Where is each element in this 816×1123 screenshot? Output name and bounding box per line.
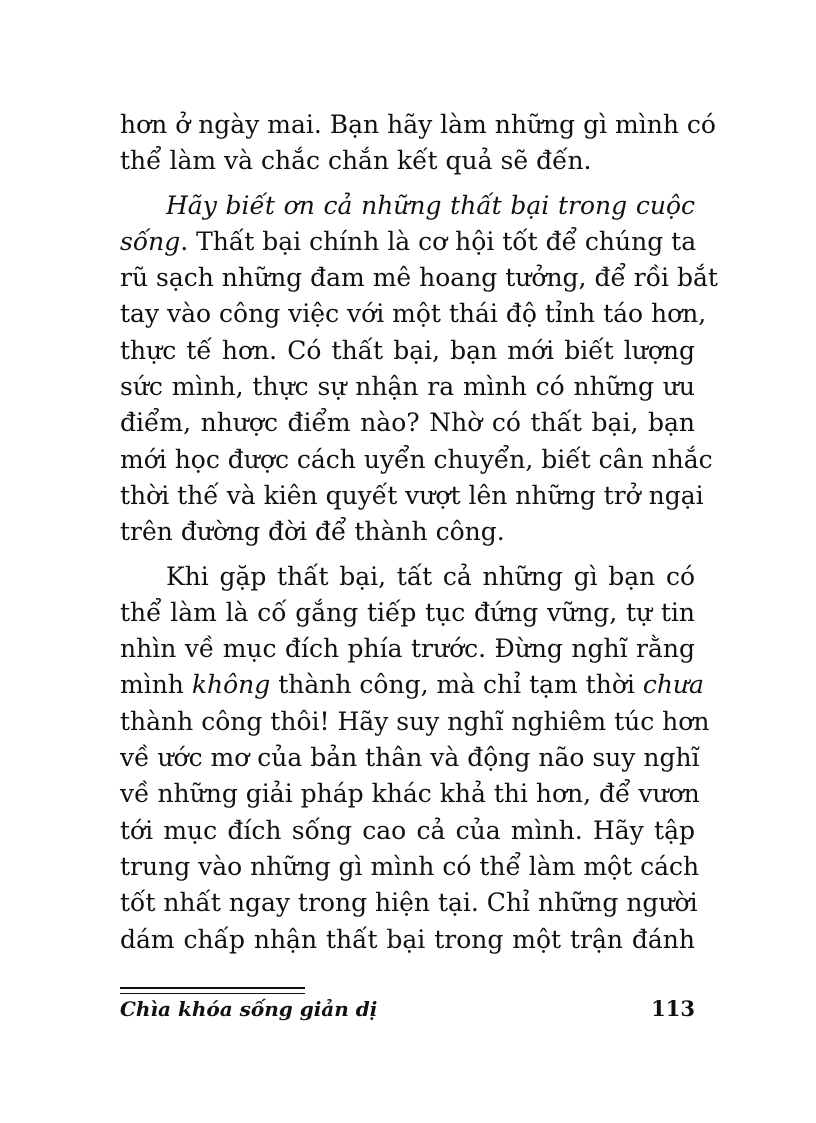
footer-rule-top — [120, 987, 305, 989]
text-run: sức mình, thực sự nhận ra mình có những ưu — [120, 372, 695, 402]
text-run: Khi gặp thất bại, tất cả những gì bạn có — [166, 561, 695, 591]
text-run: trên đường đời để thành công. — [120, 517, 505, 547]
text-run: mới học được cách uyển chuyển, biết cân nhắc — [120, 444, 713, 474]
text-line — [120, 405, 695, 441]
text-line — [120, 631, 695, 667]
text-run: thể làm là cố gắng tiếp tục đứng vững, tự tin — [120, 597, 695, 627]
text-run: mình — [120, 670, 192, 700]
paragraph-1 — [120, 107, 716, 180]
text-run: nhìn về mục đích phía trước. Đừng nghĩ rằng — [120, 634, 695, 664]
text-line — [120, 107, 716, 143]
text-run: . Thất bại chính là cơ hội tốt để chúng ta — [180, 226, 697, 256]
text-run: tốt nhất ngay trong hiện tại. Chỉ những người — [120, 888, 698, 918]
text-line — [120, 813, 695, 849]
text-line — [120, 776, 700, 812]
text-line — [120, 559, 695, 595]
text-line — [120, 514, 695, 550]
text-line — [120, 885, 698, 921]
text-line — [120, 260, 718, 296]
text-run: trung vào những gì mình có thể làm một cách — [120, 851, 700, 881]
text-run-italic: không — [191, 670, 271, 700]
text-run: thể làm và chắc chắn kết quả sẽ đến. — [120, 146, 592, 176]
text-line — [120, 704, 710, 740]
text-line — [120, 188, 695, 224]
text-line — [120, 143, 695, 179]
text-run: về ước mơ của bản thân và động não suy nghĩ — [120, 743, 700, 773]
text-line — [120, 667, 704, 703]
text-line — [120, 333, 695, 369]
text-run: tay vào công việc với một thái độ tỉnh táo hơn, — [120, 299, 707, 329]
text-run: tới mục đích sống cao cả của mình. Hãy tập — [120, 815, 695, 845]
text-line — [120, 442, 713, 478]
text-run: thời thế và kiên quyết vượt lên những trở ngại — [120, 480, 704, 510]
text-line — [120, 224, 695, 260]
text-run-italic: sống — [120, 226, 181, 256]
text-run: dám chấp nhận thất bại trong một trận đánh — [120, 924, 695, 954]
text-run: thành công thôi! Hãy suy nghĩ nghiêm túc hơn — [120, 706, 710, 736]
page-footer — [120, 996, 695, 1021]
text-line — [120, 478, 704, 514]
text-line — [120, 740, 700, 776]
text-line — [120, 369, 695, 405]
text-run: thành công, mà chỉ tạm thời — [270, 670, 643, 700]
text-line — [120, 849, 700, 885]
paragraph-2 — [120, 188, 718, 551]
footer-rule-bottom — [120, 993, 305, 994]
text-run-italic: chưa — [642, 670, 704, 700]
paragraph-3 — [120, 559, 710, 958]
text-line — [120, 296, 707, 332]
body-text — [120, 107, 718, 958]
text-run-italic: Hãy biết ơn cả những thất bại trong cuộc — [166, 190, 695, 220]
text-run: hơn ở ngày mai. Bạn hãy làm những gì mình có — [120, 110, 716, 139]
book-title: Chìa khóa sống giản dị — [120, 997, 378, 1021]
text-run: về những giải pháp khác khả thi hơn, để vươn — [120, 779, 700, 809]
text-run: thực tế hơn. Có thất bại, bạn mới biết lượng — [120, 335, 695, 365]
text-run: rũ sạch những đam mê hoang tưởng, để rồi bắt — [120, 263, 718, 293]
text-line — [120, 595, 695, 631]
text-run: điểm, nhược điểm nào? Nhờ có thất bại, bạn — [120, 408, 695, 438]
text-line — [120, 922, 695, 958]
page-number: 113 — [651, 996, 695, 1021]
